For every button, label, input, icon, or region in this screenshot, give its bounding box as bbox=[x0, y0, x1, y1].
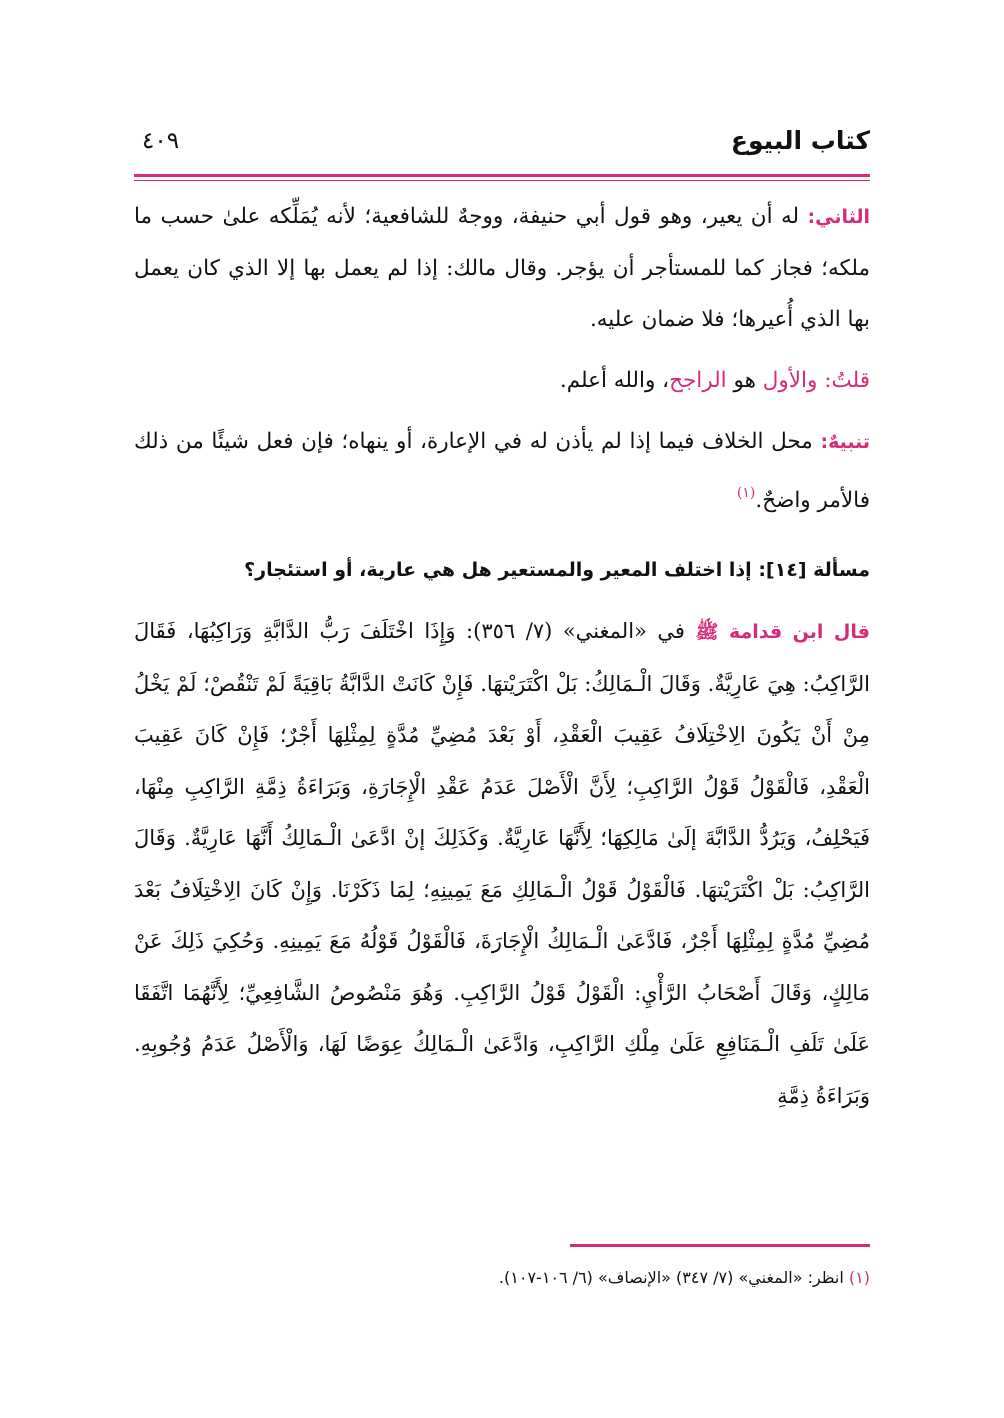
paragraph-text: محل الخلاف فيما إذا لم يأذن له في الإعارة، أو ينهاه؛ فإن فعل شيئًا من ذلك فالأمر واضحٌ. bbox=[134, 429, 870, 513]
paragraph-warning bbox=[134, 416, 870, 526]
footnote-reference[interactable]: (١) bbox=[736, 485, 756, 501]
book-title: كتاب البيوع bbox=[730, 126, 870, 155]
quoted-passage bbox=[134, 606, 870, 1122]
opening-paragraphs bbox=[134, 191, 870, 526]
footnote-text: انظر: «المغني» (٧/ ٣٤٧) «الإنصاف» (٦/ ١٠٦-١٠٧). bbox=[498, 1268, 849, 1287]
paragraph-text: هو bbox=[726, 368, 763, 393]
paragraph-author-note bbox=[134, 355, 870, 406]
page-number: ٤٠٩ bbox=[142, 128, 180, 154]
page-content bbox=[134, 118, 870, 1143]
quote-source: في «المغني» (٧/ ٣٥٦): bbox=[455, 619, 696, 643]
paragraph-second-opinion bbox=[134, 191, 870, 345]
footnote bbox=[134, 1268, 870, 1287]
preferred-opinion: الراجح bbox=[669, 368, 727, 393]
header-rule-thick bbox=[134, 174, 870, 177]
page-header bbox=[134, 118, 870, 174]
footnote-rule bbox=[570, 1244, 870, 1247]
section-heading bbox=[134, 548, 870, 592]
issue-title: إذا اختلف المعير والمستعير هل هي عارية، أو استئجار؟ bbox=[244, 559, 759, 581]
footnote-marker: (١) bbox=[848, 1268, 870, 1287]
paragraph-text: له أن يعير، وهو قول أبي حنيفة، ووجهٌ للشافعية؛ لأنه يُمَلِّكه علىٰ حسب ما ملكه؛ فجاز كما للمستأجر أن يؤجر. وقال مالك: إذا لم يعمل بها إلا الذي كان يعمل بها الذي أُعيرها؛ فلا ضمان عليه. bbox=[134, 204, 870, 332]
issue-number: مسألة [١٤]: bbox=[758, 559, 870, 581]
label-second: الثاني: bbox=[807, 206, 870, 228]
quote-attribution: قال ابن قدامة ﷺ bbox=[695, 621, 870, 643]
header-rule-thin bbox=[134, 180, 870, 181]
paragraph-text: ، والله أعلم. bbox=[559, 368, 670, 393]
quote-text: وَإِذَا اخْتَلَفَ رَبُّ الدَّابَّةِ وَرَاكِبُهَا، فَقَالَ الرَّاكِبُ: هِيَ عَارِيَّةٌ. وَقَالَ الْـمَالِكُ: بَلْ اكْتَرَيْتهَا. فَإِنْ كَانَتْ الدَّابَّةُ بَاقِيَةً لَمْ تَنْقُصْ؛ لَمْ يَخْلُ مِنْ أَنْ يَكُونَ الِاخْتِلَافُ عَقِيبَ الْعَقْدِ، أَوْ بَعْدَ مُضِيِّ مُدَّةٍ لِمِثْلِهَا أَجْرٌ؛ فَإِنْ كَانَ عَقِيبَ الْعَقْدِ، فَالْقَوْلُ قَوْلُ الرَّاكِبِ؛ لِأَنَّ الْأَصْلَ عَدَمُ عَقْدِ الْإِجَارَةِ، وَبَرَاءَةُ ذِمَّةِ الرَّاكِبِ مِنْهَا، فَيَحْلِفُ، وَيَرُدُّ الدَّابَّةَ إلَىٰ مَالِكِهَا؛ لِأَنَّهَا عَارِيَّةٌ. وَكَذَلِكَ إنْ ادَّعَىٰ الْـمَالِكُ أَنَّهَا عَارِيَّةٌ. وَقَالَ الرَّاكِبُ: بَلْ اكْتَرَيْتهَا. فَالْقَوْلُ قَوْلُ الْـمَالِكِ مَعَ يَمِينِهِ؛ لِمَا ذَكَرْنَا. وَإِنْ كَانَ الِاخْتِلَافُ بَعْدَ مُضِيِّ مُدَّةٍ لِمِثْلِهَا أَجْرٌ، فَادَّعَىٰ الْـمَالِكُ الْإِجَارَةَ، فَالْقَوْلُ قَوْلُهُ مَعَ يَمِينِهِ. وَحُكِيَ ذَلِكَ عَنْ مَالِكٍ، وَقَالَ أَصْحَابُ الرَّأْيِ: الْقَوْلُ قَوْلُ الرَّاكِبِ. وَهُوَ مَنْصُوصُ الشَّافِعِيِّ؛ لِأَنَّهُمَا اتَّفَقَا عَلَىٰ تَلَفِ الْـمَنَافِعِ عَلَىٰ مِلْكِ الرَّاكِبِ، وَادَّعَىٰ الْـمَالِكُ عِوَضًا لَهَا، وَالْأَصْلُ عَدَمُ وُجُوبِهِ. وَبَرَاءَةُ ذِمَّةِ bbox=[134, 619, 870, 1108]
label-warning: تنبيهٌ: bbox=[820, 431, 870, 453]
label-author-note: قلتُ: والأول bbox=[762, 368, 870, 393]
